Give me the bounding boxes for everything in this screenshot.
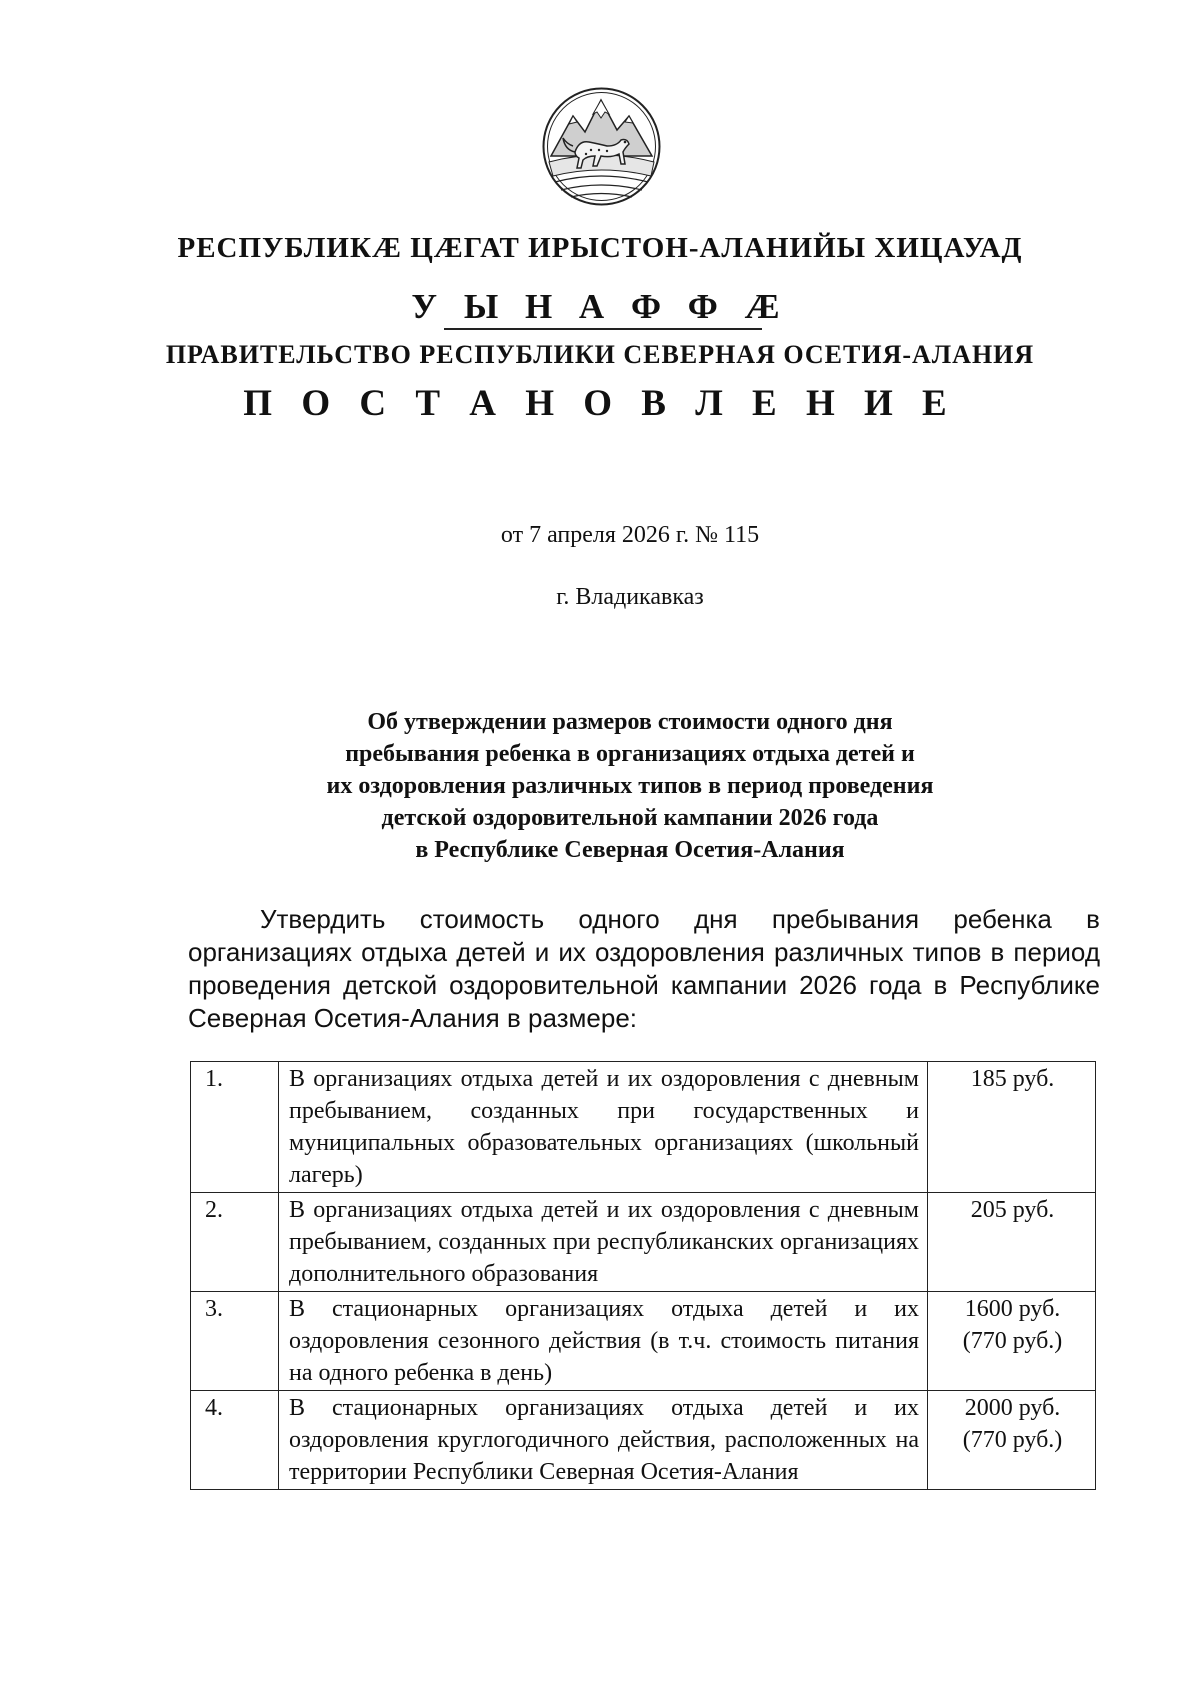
table-row (191, 1062, 1096, 1193)
header-divider (444, 328, 762, 330)
row-number: 3. (191, 1292, 279, 1391)
north-ossetia-coat-of-arms-icon (541, 86, 662, 207)
row-price: 205 руб. (970, 1197, 1055, 1223)
row-description: В организациях отдыха детей и их оздоровления с дневным пребыванием, созданных при республиканских организациях дополнительного образования (279, 1193, 928, 1292)
row-number: 4. (191, 1391, 279, 1490)
document-title (250, 706, 1010, 866)
russian-decree-heading: П О С Т А Н О В Л Е Н И Е (243, 383, 957, 424)
row-price-cell (928, 1062, 1096, 1193)
row-number: 2. (191, 1193, 279, 1292)
table-row (191, 1391, 1096, 1490)
row-price-cell (928, 1193, 1096, 1292)
row-price-note: (770 руб.) (962, 1328, 1063, 1354)
ossetian-government-heading: РЕСПУБЛИКӔ ЦӔГАТ ИРЫСТОН-АЛАНИЙЫ ХИЦАУАД (177, 232, 1023, 264)
title-line: их оздоровления различных типов в период проведения (326, 773, 934, 799)
ossetian-decree-heading: У Ы Н А Ф Ф Ӕ (411, 287, 789, 326)
title-line: детской оздоровительной кампании 2026 года (381, 805, 879, 831)
row-price-cell (928, 1391, 1096, 1490)
body-paragraph: Утвердить стоимость одного дня пребывания ребенка в организациях отдыха детей и их оздоровления различных типов в период проведения детской оздоровительной кампании 2026 года в Республике Северная Осетия-Алания в размере: (188, 904, 1100, 1033)
cost-table (190, 1061, 1096, 1490)
decree-city: г. Владикавказ (556, 584, 704, 610)
title-line: в Республике Северная Осетия-Алания (415, 837, 845, 863)
decree-dateline: от 7 апреля 2026 г. № 115 (500, 522, 760, 548)
table-row (191, 1292, 1096, 1391)
row-price: 1600 руб. (964, 1296, 1061, 1322)
row-number: 1. (191, 1062, 279, 1193)
row-description: В организациях отдыха детей и их оздоровления с дневным пребыванием, созданных при государственных и муниципальных образовательных организациях (школьный лагерь) (279, 1062, 928, 1193)
russian-government-heading: ПРАВИТЕЛЬСТВО РЕСПУБЛИКИ СЕВЕРНАЯ ОСЕТИЯ-АЛАНИЯ (165, 340, 1035, 369)
row-price: 2000 руб. (964, 1395, 1061, 1421)
row-price-cell (928, 1292, 1096, 1391)
row-price: 185 руб. (970, 1066, 1055, 1092)
table-row (191, 1193, 1096, 1292)
row-description: В стационарных организациях отдыха детей и их оздоровления сезонного действия (в т.ч. стоимость питания на одного ребенка в день) (279, 1292, 928, 1391)
row-description: В стационарных организациях отдыха детей и их оздоровления круглогодичного действия, расположенных на территории Республики Северная Осетия-Алания (279, 1391, 928, 1490)
title-line: пребывания ребенка в организациях отдыха детей и (345, 741, 915, 767)
row-price-note: (770 руб.) (962, 1427, 1063, 1453)
title-line: Об утверждении размеров стоимости одного дня (367, 709, 893, 735)
